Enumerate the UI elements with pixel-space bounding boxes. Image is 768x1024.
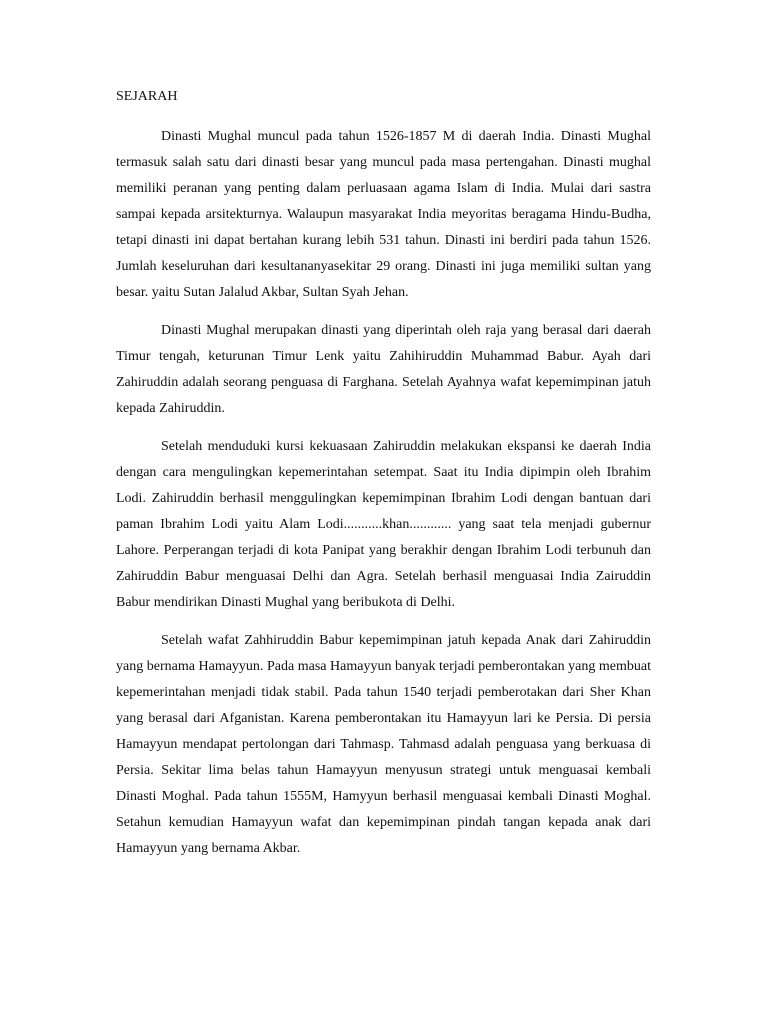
document-heading: SEJARAH bbox=[116, 89, 178, 104]
paragraph-3: Setelah menduduki kursi kekuasaan Zahiruddin melakukan ekspansi ke daerah India dengan cara mengulingkan kepemerintahan setempat. Saat itu India dipimpin oleh Ibrahim Lodi. Zahiruddin berhasil menggulingkan kepemimpinan Ibrahim Lodi dengan bantuan dari paman Ibrahim Lodi yaitu Alam Lodi...........khan............ yang saat tela menjadi gubernur Lahore. Perperangan terjadi di kota Panipat yang berakhir dengan Ibrahim Lodi terbunuh dan Zahiruddin Babur menguasai Delhi dan Agra. Setelah berhasil menguasai India Zairuddin Babur mendirikan Dinasti Mughal yang beribukota di Delhi. bbox=[116, 439, 651, 610]
paragraph-4: Setelah wafat Zahhiruddin Babur kepemimpinan jatuh kepada Anak dari Zahiruddin yang bernama Hamayyun. Pada masa Hamayyun banyak terjadi pemberontakan yang membuat kepemerintahan menjadi tidak stabil. Pada tahun 1540 terjadi pemberotakan dari Sher Khan yang berasal dari Afganistan. Karena pemberontakan itu Hamayyun lari ke Persia. Di persia Hamayyun mendapat pertolongan dari Tahmasp. Tahmasd adalah penguasa yang berkuasa di Persia. Sekitar lima belas tahun Hamayyun menyusun strategi untuk menguasai kembali Dinasti Moghal. Pada tahun 1555M, Hamyyun berhasil menguasai kembali Dinasti Moghal. Setahun kemudian Hamayyun wafat dan kepemimpinan pindah tangan kepada anak dari Hamayyun yang bernama Akbar. bbox=[116, 633, 651, 856]
paragraph-2: Dinasti Mughal merupakan dinasti yang diperintah oleh raja yang berasal dari daerah Timur tengah, keturunan Timur Lenk yaitu Zahihiruddin Muhammad Babur. Ayah dari Zahiruddin adalah seorang penguasa di Farghana. Setelah Ayahnya wafat kepemimpinan jatuh kepada Zahiruddin. bbox=[116, 323, 651, 416]
paragraph-1: Dinasti Mughal muncul pada tahun 1526-1857 M di daerah India. Dinasti Mughal termasuk salah satu dari dinasti besar yang muncul pada masa pertengahan. Dinasti mughal memiliki peranan yang penting dalam perluasaan agama Islam di India. Mulai dari sastra sampai kepada arsitekturnya. Walaupun masyarakat India meyoritas beragama Hindu-Budha, tetapi dinasti ini dapat bertahan kurang lebih 531 tahun. Dinasti ini berdiri pada tahun 1526. Jumlah keseluruhan dari kesultananyasekitar 29 orang. Dinasti ini juga memiliki sultan yang besar. yaitu Sutan Jalalud Akbar, Sultan Syah Jehan. bbox=[116, 129, 651, 300]
document-page bbox=[116, 84, 651, 874]
